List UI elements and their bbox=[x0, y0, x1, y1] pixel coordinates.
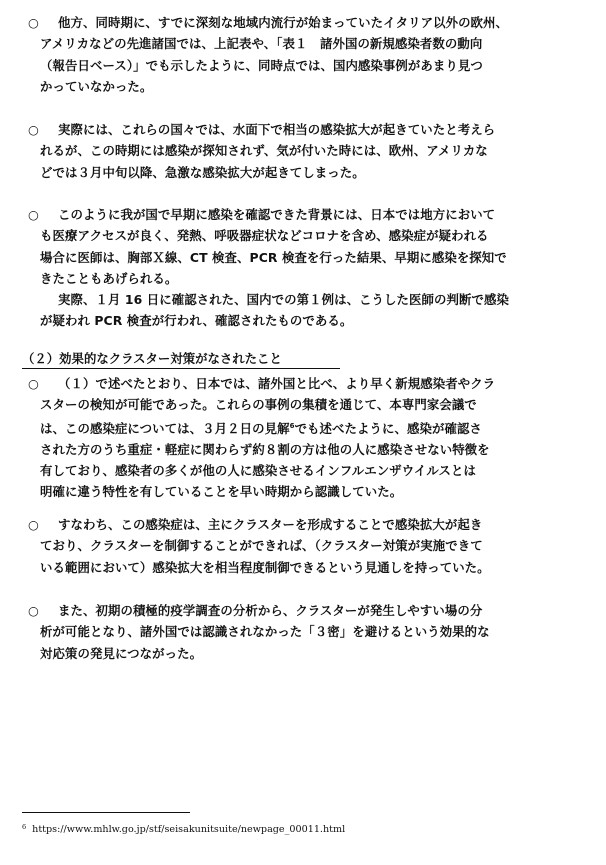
bullet-mark: ○ bbox=[28, 122, 39, 137]
footnote-reference: 6 bbox=[289, 421, 295, 430]
paragraph-4 bbox=[22, 373, 588, 503]
text-line bbox=[40, 416, 588, 439]
text-line: このように我が国で早期に感染を確認できた背景には、日本では地方において bbox=[58, 207, 496, 222]
text-line: アメリカなどの先進諸国では、上記表や、「表１ 諸外国の新規感染者数の動向 bbox=[40, 36, 483, 52]
text-line: も医療アクセスが良く、発熱、呼吸器症状などコロナを含め、感染症が疑われる bbox=[40, 228, 489, 244]
text-line: 実際には、これらの国々では、水面下で相当の感染拡大が起きていたと考えら bbox=[58, 122, 496, 137]
footnote-mark: 6 bbox=[22, 823, 27, 831]
heading-underline bbox=[22, 368, 340, 369]
text-line: （１）で述べたとおり、日本では、諸外国と比べ、より早く新規感染者やクラ bbox=[58, 376, 496, 391]
paragraph-2 bbox=[22, 119, 588, 183]
paragraph-1 bbox=[22, 12, 588, 97]
text-line: スターの検知が可能であった。これらの事例の集積を通じて、本専門家会議で bbox=[40, 397, 477, 413]
bullet-mark: ○ bbox=[28, 376, 39, 391]
text-line: ており、クラスターを制御することができれば、（クラスター対策が実施できて bbox=[40, 538, 483, 554]
paragraph-3 bbox=[22, 204, 588, 332]
text-line: れるが、この時期には感染が探知されず、気が付いた時には、欧州、アメリカな bbox=[40, 143, 488, 159]
paragraph-6 bbox=[22, 600, 588, 664]
paragraph-5 bbox=[22, 514, 588, 578]
footnote-url: https://www.mhlw.go.jp/stf/seisakunitsuite/newpage_00011.html bbox=[32, 824, 346, 835]
text-line: された方のうち重症・軽症に関わらず約８割の方は他の人に感染させない特徴を bbox=[40, 441, 490, 457]
text-line: 実際、１月 16 日に確認された、国内での第１例は、こうした医師の判断で感染 bbox=[58, 292, 509, 308]
text-fragment: でも述べたように、感染が確認さ bbox=[294, 420, 482, 436]
bullet-mark: ○ bbox=[28, 517, 39, 532]
bullet-mark: ○ bbox=[28, 15, 39, 30]
text-line: また、初期の積極的疫学調査の分析から、クラスターが発生しやすい場の分 bbox=[58, 603, 483, 618]
text-line: が疑われ PCR 検査が行われ、確認されたものである。 bbox=[40, 313, 353, 329]
footnote bbox=[22, 823, 345, 835]
bullet-mark: ○ bbox=[28, 603, 39, 618]
footnote-separator bbox=[22, 812, 190, 813]
text-line: （報告日ベース）」でも示したように、同時点では、国内感染事例があまり見つ bbox=[40, 57, 483, 73]
text-line: すなわち、この感染症は、主にクラスターを形成することで感染拡大が起き bbox=[58, 517, 483, 532]
text-line: 他方、同時期に、すでに深刻な地域内流行が始まっていたイタリア以外の欧州、 bbox=[58, 15, 509, 30]
text-line: 析が可能となり、諸外国では認識されなかった「３密」を避けるという効果的な bbox=[40, 624, 490, 640]
text-fragment: は、この感染症については、３月２日の見解 bbox=[40, 420, 290, 436]
text-line: 有しており、感染者の多くが他の人に感染させるインフルエンザウイルスとは bbox=[40, 463, 476, 479]
text-line: 明確に違う特性を有していることを早い時期から認識していた。 bbox=[40, 484, 403, 500]
section-heading: （２）効果的なクラスター対策がなされたこと bbox=[22, 351, 282, 366]
text-line: どでは３月中旬以降、急激な感染拡大が起きてしまった。 bbox=[40, 164, 365, 180]
text-line: 場合に医師は、胸部Ｘ線、CT 検査、PCR 検査を行った結果、早期に感染を探知で bbox=[40, 249, 507, 265]
text-line: きたこともあげられる。 bbox=[40, 270, 178, 286]
text-line: 対応策の発見につながった。 bbox=[40, 645, 203, 661]
text-line: いる範囲において）感染拡大を相当程度制御できるという見通しを持っていた。 bbox=[40, 559, 490, 575]
bullet-mark: ○ bbox=[28, 207, 39, 222]
text-line: かっていなかった。 bbox=[40, 78, 153, 94]
